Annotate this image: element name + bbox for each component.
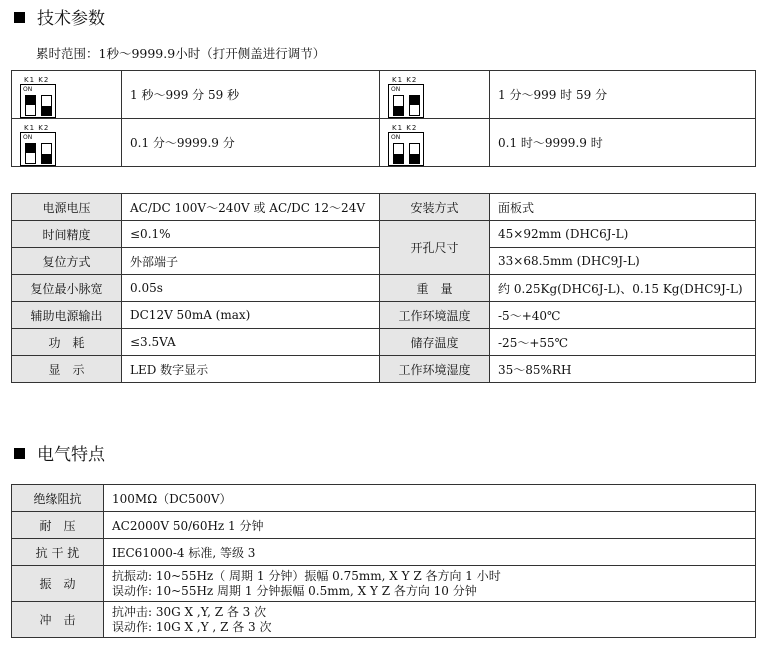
param-value: 约 0.25Kg(DHC6J-L)、0.15 Kg(DHC9J-L) [490, 275, 756, 302]
table-row [12, 194, 756, 221]
dip-switch-icon [20, 76, 56, 118]
timing-range-note: 累时范围：1秒～9999.9小时（打开侧盖进行调节） [36, 46, 326, 61]
elec-line: 抗冲击: 30G X ,Y, Z 各 3 次 [112, 604, 267, 619]
dip-cell [12, 71, 122, 119]
elec-label: 绝缘阻抗 [12, 485, 104, 512]
param-value: 外部端子 [122, 248, 380, 275]
param-value: DC12V 50mA (max) [122, 302, 380, 329]
dip-slider [409, 95, 420, 116]
tech-params-table [11, 193, 756, 383]
dip-slider [25, 95, 36, 116]
dip-slider [409, 143, 420, 164]
elec-line: 抗振动: 10~55Hz（ 周期 1 分钟）振幅 0.75mm, X Y Z 各方向 1 小时 [112, 568, 501, 583]
param-value: LED 数字显示 [122, 356, 380, 383]
elec-value: 100MΩ（DC500V） [104, 485, 756, 512]
dip-switch-table [11, 70, 756, 167]
dip-on-label: ON [391, 134, 401, 141]
table-row [12, 302, 756, 329]
param-value: 35～85%RH [490, 356, 756, 383]
table-row [12, 275, 756, 302]
dip-on-label: ON [391, 86, 401, 93]
param-value: ≤3.5VA [122, 329, 380, 356]
param-value: 45×92mm (DHC6J-L) [490, 221, 756, 248]
section-title: 技术参数 [37, 9, 105, 29]
dip-slider [25, 143, 36, 164]
dip-switch-body [20, 132, 56, 166]
elec-label: 耐 压 [12, 512, 104, 539]
param-label: 复位方式 [12, 248, 122, 275]
dip-on-label: ON [23, 134, 33, 141]
dip-knob [410, 154, 419, 163]
dip-knob [410, 96, 419, 105]
elec-label: 抗 干 扰 [12, 539, 104, 566]
dip-slider [393, 95, 404, 116]
table-row [12, 539, 756, 566]
param-value: 33×68.5mm (DHC9J-L) [490, 248, 756, 275]
dip-switch-icon [20, 124, 56, 166]
dip-range: 1 分～999 时 59 分 [490, 71, 756, 119]
square-bullet-icon [14, 12, 25, 23]
table-row [12, 602, 756, 638]
elec-label: 冲 击 [12, 602, 104, 638]
table-row [12, 221, 756, 248]
table-row [12, 356, 756, 383]
dip-switch-body [388, 132, 424, 166]
dip-switch-icon [388, 76, 424, 118]
elec-value: IEC61000-4 标准, 等级 3 [104, 539, 756, 566]
param-value: 0.05s [122, 275, 380, 302]
elec-line: 误动作: 10G X ,Y , Z 各 3 次 [112, 619, 272, 634]
dip-range: 0.1 时～9999.9 时 [490, 119, 756, 167]
param-label: 显 示 [12, 356, 122, 383]
elec-line: 误动作: 10~55Hz 周期 1 分钟振幅 0.5mm, X Y Z 各方向 10 分钟 [112, 583, 477, 598]
dip-switch-icon [388, 124, 424, 166]
elec-value: AC2000V 50/60Hz 1 分钟 [104, 512, 756, 539]
dip-cell [12, 119, 122, 167]
dip-knob [394, 106, 403, 115]
param-label: 复位最小脉宽 [12, 275, 122, 302]
section-header-electrical [14, 440, 105, 465]
square-bullet-icon [14, 448, 25, 459]
param-value: AC/DC 100V～240V 或 AC/DC 12～24V [122, 194, 380, 221]
table-row [12, 485, 756, 512]
elec-value [104, 602, 756, 638]
electrical-table [11, 484, 756, 638]
param-value: -25～+55℃ [490, 329, 756, 356]
param-label: 工作环境温度 [380, 302, 490, 329]
dip-range: 0.1 分～9999.9 分 [122, 119, 380, 167]
dip-range: 1 秒～999 分 59 秒 [122, 71, 380, 119]
param-label: 辅助电源输出 [12, 302, 122, 329]
dip-switch-labels: K1 K2 [392, 124, 418, 132]
dip-knob [26, 144, 35, 153]
param-value: -5～+40℃ [490, 302, 756, 329]
elec-value [104, 566, 756, 602]
dip-on-label: ON [23, 86, 33, 93]
dip-knob [42, 154, 51, 163]
param-label: 储存温度 [380, 329, 490, 356]
elec-label: 振 动 [12, 566, 104, 602]
table-row [12, 566, 756, 602]
param-value: 面板式 [490, 194, 756, 221]
dip-cell [380, 119, 490, 167]
param-label: 安装方式 [380, 194, 490, 221]
dip-switch-body [388, 84, 424, 118]
dip-knob [394, 154, 403, 163]
param-label: 电源电压 [12, 194, 122, 221]
param-label: 时间精度 [12, 221, 122, 248]
dip-slider [41, 143, 52, 164]
table-row [12, 329, 756, 356]
dip-slider [393, 143, 404, 164]
dip-switch-body [20, 84, 56, 118]
section-title: 电气特点 [37, 445, 105, 465]
param-label: 开孔尺寸 [380, 221, 490, 275]
table-row [12, 512, 756, 539]
dip-switch-labels: K1 K2 [392, 76, 418, 84]
param-label: 工作环境湿度 [380, 356, 490, 383]
param-label: 重 量 [380, 275, 490, 302]
param-label: 功 耗 [12, 329, 122, 356]
dip-slider [41, 95, 52, 116]
dip-knob [26, 96, 35, 105]
dip-switch-labels: K1 K2 [24, 124, 50, 132]
dip-switch-labels: K1 K2 [24, 76, 50, 84]
dip-knob [42, 106, 51, 115]
dip-cell [380, 71, 490, 119]
param-value: ≤0.1% [122, 221, 380, 248]
section-header-tech [14, 4, 105, 29]
